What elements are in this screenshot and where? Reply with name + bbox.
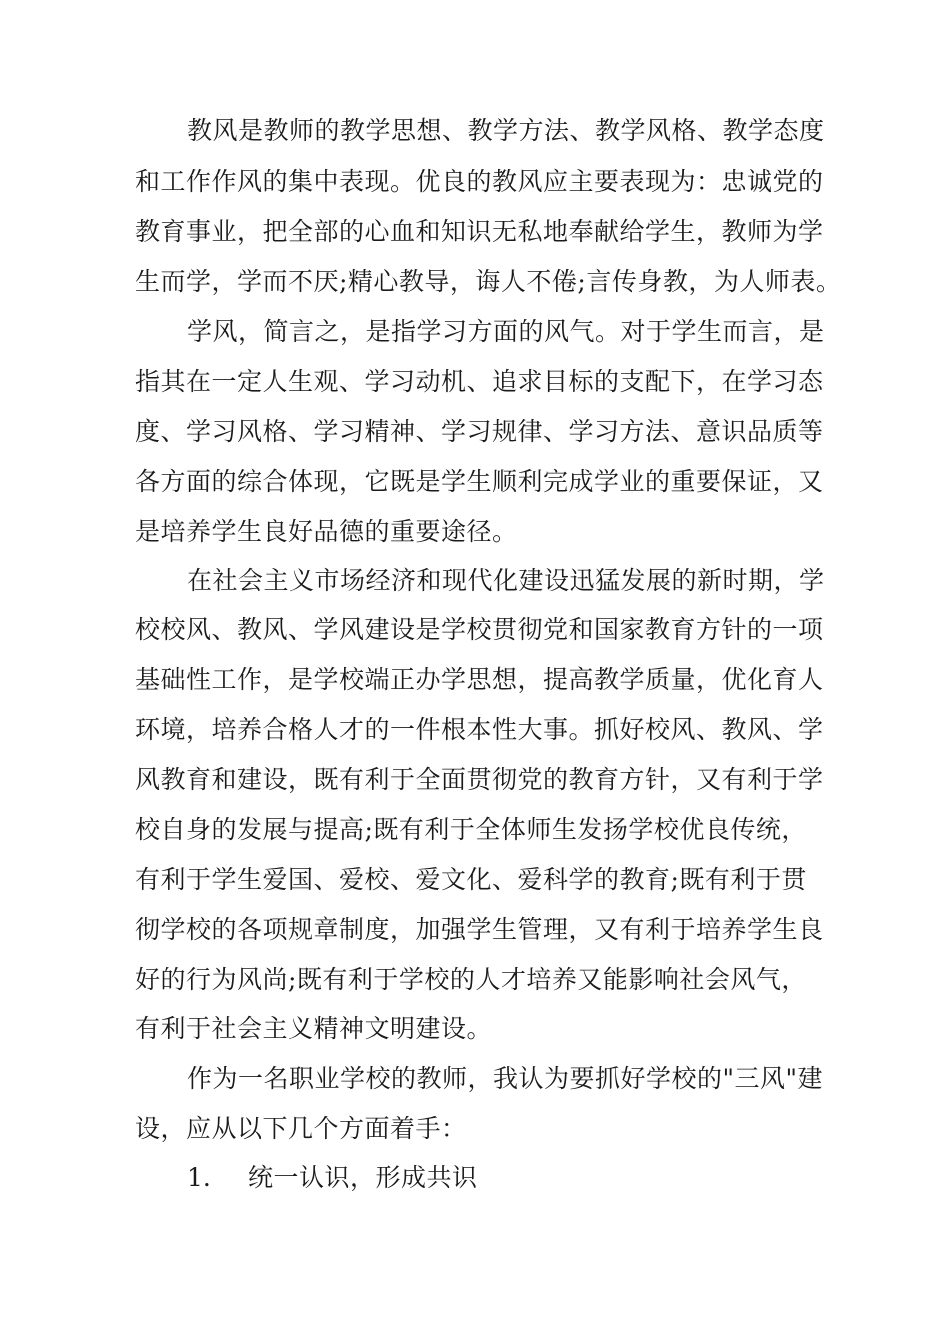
paragraph-1-line-3: 教育事业，把全部的心血和知识无私地奉献给学生，教师为学	[135, 217, 824, 246]
paragraph-3-line-4: 环境，培养合格人才的一件根本性大事。抓好校风、教风、学	[135, 715, 824, 744]
paragraph-1-line-4: 生而学，学而不厌;精心教导，诲人不倦;言传身教，为人师表。	[135, 267, 842, 296]
paragraph-3-line-8: 彻学校的各项规章制度，加强学生管理，又有利于培养学生良	[135, 915, 824, 944]
paragraph-3-line-2: 校校风、教风、学风建设是学校贯彻党和国家教育方针的一项	[135, 615, 824, 644]
paragraph-2-line-5: 是培养学生良好品德的重要途径。	[135, 517, 518, 546]
paragraph-3-line-7: 有利于学生爱国、爱校、爱文化、爱科学的教育;既有利于贯	[135, 865, 807, 894]
list-item-number: 1.	[187, 1163, 211, 1192]
paragraph-3-line-3: 基础性工作，是学校端正办学思想，提高教学质量，优化育人	[135, 665, 824, 694]
paragraph-3-line-6: 校自身的发展与提高;既有利于全体师生发扬学校优良传统，	[135, 815, 807, 844]
paragraph-2-line-3: 度、学习风格、学习精神、学习规律、学习方法、意识品质等	[135, 417, 824, 446]
paragraph-1-line-1: 教风是教师的教学思想、教学方法、教学风格、教学态度	[187, 116, 825, 145]
paragraph-2-line-1: 学风，简言之，是指学习方面的风气。对于学生而言，是	[187, 317, 825, 346]
paragraph-2-line-4: 各方面的综合体现，它既是学生顺利完成学业的重要保证，又	[135, 467, 824, 496]
paragraph-2-line-2: 指其在一定人生观、学习动机、追求目标的支配下，在学习态	[135, 367, 824, 396]
list-item-text: 统一认识，形成共识	[248, 1163, 478, 1192]
paragraph-3-line-1: 在社会主义市场经济和现代化建设迅猛发展的新时期，学	[187, 566, 825, 595]
paragraph-3-line-9: 好的行为风尚;既有利于学校的人才培养又能影响社会风气，	[135, 965, 807, 994]
paragraph-4-line-1: 作为一名职业学校的教师，我认为要抓好学校的"三风"建	[187, 1064, 824, 1093]
paragraph-4-line-2: 设，应从以下几个方面着手：	[135, 1114, 467, 1143]
paragraph-3-line-5: 风教育和建设，既有利于全面贯彻党的教育方针，又有利于学	[135, 765, 824, 794]
paragraph-3-line-10: 有利于社会主义精神文明建设。	[135, 1014, 493, 1043]
paragraph-1-line-2: 和工作作风的集中表现。优良的教风应主要表现为：忠诚党的	[135, 167, 824, 196]
